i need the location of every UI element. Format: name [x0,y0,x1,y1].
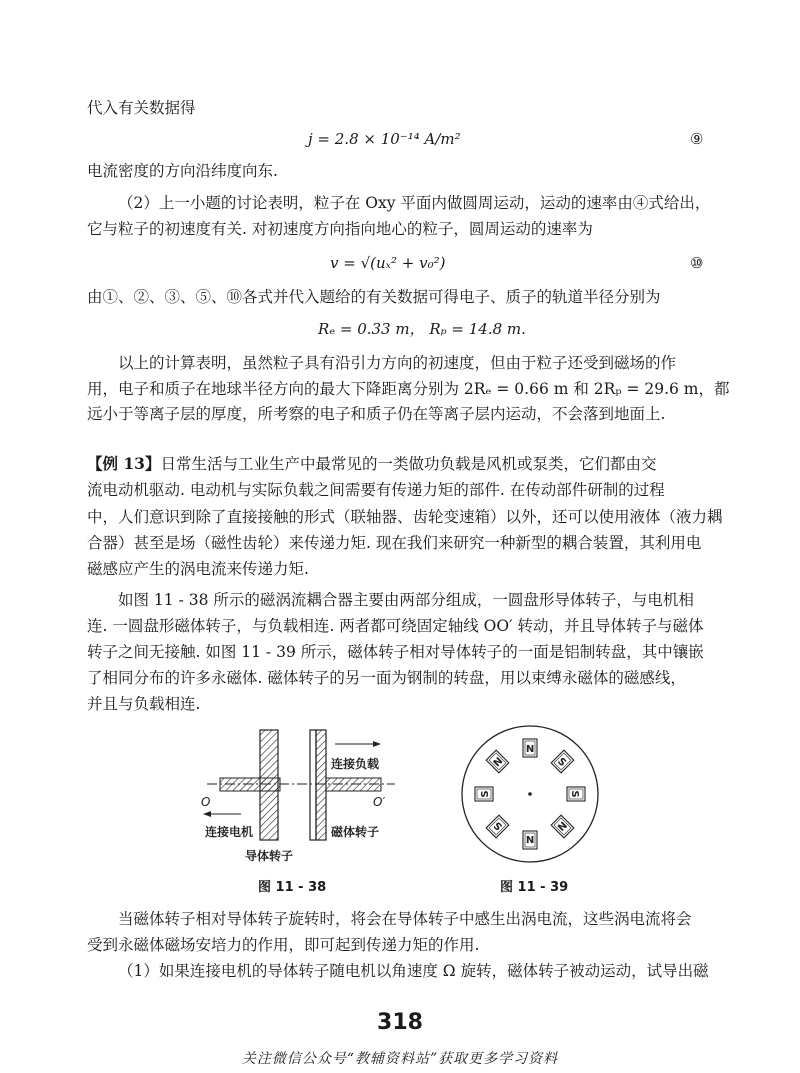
center-point [528,792,532,796]
label-conductor-rotor: 导体转子 [245,849,294,863]
caption-11-38: 图 11 - 38 [258,880,327,895]
arrow-right-icon [373,741,381,747]
footer-note: 关注微信公众号“教辅资料站”获取更多学习资料 [241,1051,559,1067]
magnet-pole-label: N [554,818,569,833]
text-line: 中，人们意识到除了直接接触的形式（联轴器、齿轮变速箱）以外，还可以使用液体（液力耦 [87,508,723,526]
magnet-pole-label: S [492,819,505,832]
text-line: 磁感应产生的涡电流来传递力矩. [87,560,309,578]
conductor-rotor-disk [260,730,278,840]
text-line: （2）上一小题的讨论表明，粒子在 Oxy 平面内做圆周运动，运动的速率由④式给出， [118,194,711,212]
text-line: 电流密度的方向沿纬度向东. [87,162,278,180]
text-line: 由①、②、③、⑤、⑩各式并代入题给的有关数据可得电子、质子的轨道半径分别为 [87,288,661,306]
text-line: 代入有关数据得 [87,99,196,117]
magnet-pole-label: S [569,790,580,798]
text-line: 当磁体转子相对导体转子旋转时，将会在导体转子中感生出涡电流，这些涡电流将会 [118,910,692,928]
permanent-magnet [523,739,537,757]
magnet-pole-label: S [555,756,568,769]
figure-11-38 [195,722,405,872]
text-line: 用，电子和质子在地球半径方向的最大下降距离分别为 2Rₑ = 0.66 m 和 2Rₚ = 29.6 m，都 [87,380,730,398]
equation-number: ⑩ [690,254,704,272]
label-load: 连接负载 [331,757,380,771]
text-line: 并且与负载相连. [87,695,201,713]
magnet-pole-label: S [480,790,491,798]
text-line [87,453,656,475]
page-number: 318 [377,1010,423,1035]
arrow-left-icon [203,811,211,817]
text-line: 远小于等离子层的厚度，所考察的电子和质子仍在等离子层内运动，不会落到地面上. [87,405,666,423]
example-text: 日常生活与工业生产中最常见的一类做功负载是风机或泵类，它们都由交 [160,455,657,473]
equation-11: Rₑ = 0.33 m， Rₚ = 14.8 m. [318,320,526,338]
example-label: 【例 13】 [87,454,161,473]
text-line: 连. 一圆盘形磁体转子，与负载相连. 两者都可绕固定轴线 OO′ 转动，并且导体转子与磁体 [87,617,704,635]
text-line: 转子之间无接触. 如图 11 - 39 所示，磁体转子相对导体转子的一面是铝制转盘，其中镶嵌 [87,643,704,661]
text-line: 了相同分布的许多永磁体. 磁体转子的另一面为钢制的转盘，用以束缚永磁体的磁感线， [87,669,686,687]
text-line: 流电动机驱动. 电动机与实际负载之间需要有传递力矩的部件. 在传动部件研制的过程 [87,481,665,499]
label-magnet-rotor: 磁体转子 [331,825,380,839]
axis-label-o-prime: O′ [373,795,386,809]
text-line: 受到永磁体磁场安培力的作用，即可起到传递力矩的作用. [87,936,480,954]
magnet-pole-label: N [491,755,506,770]
text-line: （1）如果连接电机的导体转子随电机以角速度 Ω 旋转，磁体转子被动运动，试导出磁 [118,962,709,980]
text-line: 它与粒子的初速度有关. 对初速度方向指向地心的粒子，圆周运动的速率为 [87,220,593,238]
permanent-magnet [523,831,537,849]
permanent-magnet [475,787,493,801]
equation-9: j = 2.8 × 10⁻¹⁴ A/m² [308,130,461,148]
axis-label-o: O [201,795,211,809]
right-shaft [326,778,381,791]
figure-11-39 [455,722,615,872]
magnet-rotor-plate [310,730,316,840]
magnet-rotor-disk [316,730,326,840]
label-motor: 连接电机 [205,825,254,839]
equation-10: v = √(uₓ² + v₀²) [330,254,446,272]
equation-number: ⑨ [690,130,704,148]
text-line: 合器）甚至是场（磁性齿轮）来传递力矩. 现在我们来研究一种新型的耦合装置，其利用电 [87,534,702,552]
text-line: 以上的计算表明，虽然粒子具有沿引力方向的初速度，但由于粒子还受到磁场的作 [118,354,677,372]
caption-11-39: 图 11 - 39 [500,880,569,895]
magnet-pole-label: N [525,833,535,844]
magnet-pole-label: N [525,744,535,755]
permanent-magnet [567,787,585,801]
text-line: 如图 11 - 38 所示的磁涡流耦合器主要由两部分组成，一圆盘形导体转子，与电机相 [118,591,694,609]
